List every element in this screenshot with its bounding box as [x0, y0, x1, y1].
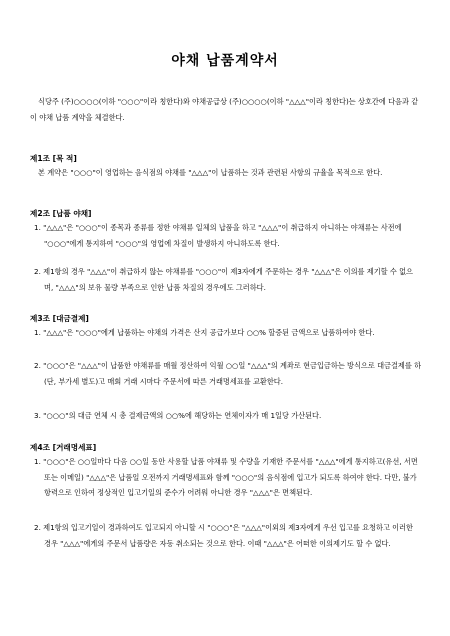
article-2-item-2: 2. 제1항의 경우 "△△△"이 취급하지 않는 야채류를 "○○○"이 제3자에게 주문하는 경우 "△△△"은 이의를 제기할 수 없으며, "△△△"의 보유 물량 부족으로 인한 납품 차질의 경우에도 그러하다. — [34, 267, 413, 292]
article-4-item-1: 1. "○○○"은 ○○일마다 다음 ○○일 동안 사용할 납품 야채류 및 수량을 기재한 주문서를 "△△△"에게 통지하고(유선, 서면 또는 이메일) "△△△"은 납품일 오전까지 거래명세표와 함께 "○○○"의 음식점에 입고가 되도록 하여야 한다. 다만, 불가항력으로 인하여 정상적인 입고기일의 준수가 어려워 아니한 경우 "△△△"은 면책된다. — [34, 457, 418, 497]
article-2-heading: 제2조 [납품 야채] — [30, 209, 92, 218]
article-3-item-2: 2. "○○○"은 "△△△"이 납품한 야채류를 매월 정산하여 익월 ○○일 "△△△"의 계좌로 현금입금하는 방식으로 대금결제를 하(단, 부가세 별도)고 매회 거래 시마다 주문서에 따른 거래명세표를 교환한다. — [34, 361, 422, 386]
intro-paragraph: 식당주 (주)○○○○(이하 "○○○"이라 칭한다)와 야채공급상 (주)○○○○(이하 "△△△"이라 칭한다)는 상호간에 다음과 같이 야채 납품 계약을 체결한다. — [30, 97, 419, 122]
article-3-item-1: 1. "△△△"은 "○○○"에게 납품하는 야채의 가격은 산지 공급가보다 ○○% 할증된 금액으로 납품하여야 한다. — [34, 328, 375, 337]
article-3-heading: 제3조 [대금결제] — [30, 314, 89, 323]
article-3-item-3: 3. "○○○"의 대금 연체 시 총 결제금액의 ○○%에 해당하는 연체이자가 매 1일당 가산된다. — [34, 411, 322, 420]
article-4-heading: 제4조 [거래명세표] — [30, 443, 97, 452]
article-1-heading: 제1조 [목 적] — [30, 154, 77, 163]
document-title: 야채 납품계약서 — [171, 53, 279, 69]
article-2-item-1: 1. "△△△"은 "○○○"이 종목과 종류를 정한 야채류 일체의 납품을 하고 "△△△"이 취급하지 아니하는 야채류는 사전에 "○○○"에게 통지하여 "○○○"의 영업에 차질이 발생하지 아니하도록 한다. — [34, 223, 402, 248]
article-4-item-2: 2. 제1항의 입고기일이 경과하여도 입고되지 아니할 시 "○○○"은 "△△△"이외의 제3자에게 우선 입고를 요청하고 이러한 경우 "△△△"에게의 주문서 납품량은 자동 취소되는 것으로 한다. 이때 "△△△"은 어떠한 이의제기도 할 수 없다. — [34, 523, 413, 548]
article-1-text: 본 계약은 "○○○"이 영업하는 음식점의 야채를 "△△△"이 납품하는 것과 관련된 사항의 규율을 목적으로 한다. — [38, 168, 383, 177]
